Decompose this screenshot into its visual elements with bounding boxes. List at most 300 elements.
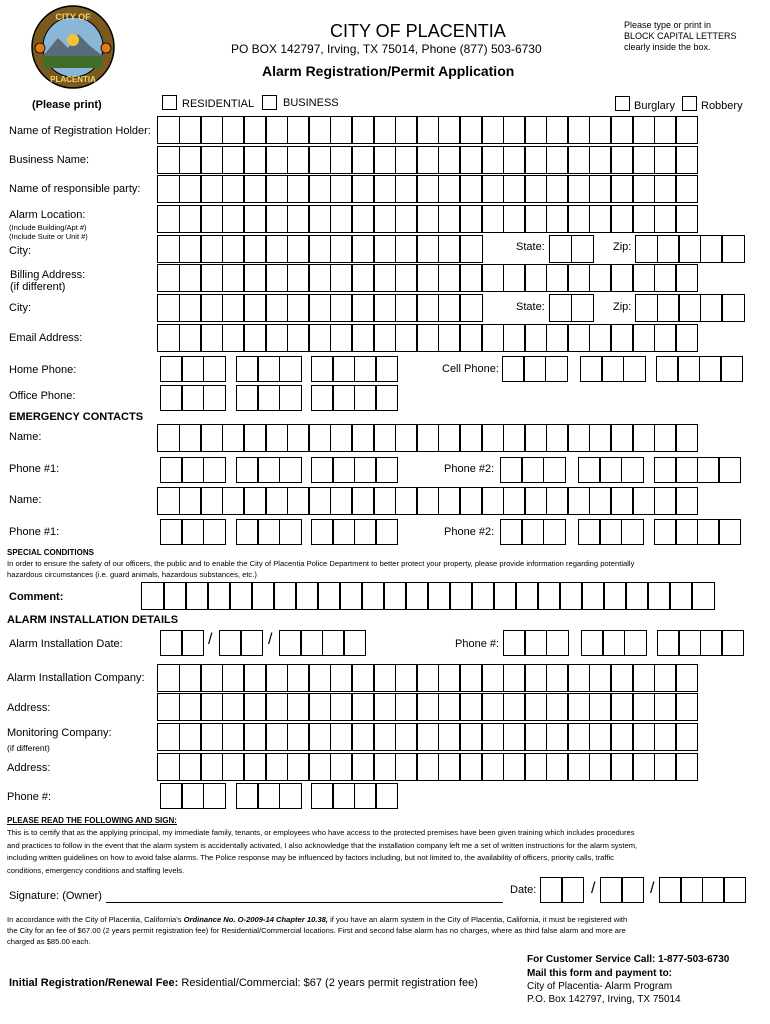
registration-holder-input-cell[interactable] bbox=[546, 116, 569, 144]
emergency-phone2-prefix-input-cell[interactable] bbox=[621, 457, 644, 483]
emergency-name-input-cell[interactable] bbox=[330, 424, 353, 452]
monitoring-company-input-cell[interactable] bbox=[222, 723, 245, 751]
installation-phone-area-input[interactable] bbox=[503, 630, 569, 656]
email-input-cell[interactable] bbox=[330, 324, 353, 352]
billing-address-input-cell[interactable] bbox=[589, 264, 612, 292]
signature-date-day-input-cell[interactable] bbox=[621, 877, 644, 903]
cell-phone-prefix-input-cell[interactable] bbox=[601, 356, 624, 382]
responsible-party-input-cell[interactable] bbox=[222, 175, 245, 203]
monitoring-company-input-cell[interactable] bbox=[654, 723, 677, 751]
monitoring-company-input-cell[interactable] bbox=[610, 723, 633, 751]
installation-address-input-cell[interactable] bbox=[654, 693, 677, 721]
home-phone-line-input-cell[interactable] bbox=[354, 356, 377, 382]
monitoring-phone-area-input-cell[interactable] bbox=[181, 783, 204, 809]
monitoring-address-input-cell[interactable] bbox=[546, 753, 569, 781]
city-input-cell[interactable] bbox=[330, 235, 353, 263]
installation-address-input-cell[interactable] bbox=[222, 693, 245, 721]
installation-company-input-cell[interactable] bbox=[610, 664, 633, 692]
business-name-input-cell[interactable] bbox=[503, 146, 526, 174]
office-phone-line-input-cell[interactable] bbox=[375, 385, 398, 411]
emergency-name-input[interactable] bbox=[157, 424, 698, 452]
email-input-cell[interactable] bbox=[416, 324, 439, 352]
comment-input-cell[interactable] bbox=[383, 582, 407, 610]
billing-zip-input-cell[interactable] bbox=[721, 294, 744, 322]
billing-address-input-cell[interactable] bbox=[157, 264, 180, 292]
responsible-party-input-cell[interactable] bbox=[179, 175, 202, 203]
monitoring-company-input-cell[interactable] bbox=[395, 723, 418, 751]
email-input-cell[interactable] bbox=[287, 324, 310, 352]
emergency-phone1b-line-input-cell[interactable] bbox=[354, 519, 377, 545]
email-input-cell[interactable] bbox=[243, 324, 266, 352]
home-phone-area-input-cell[interactable] bbox=[203, 356, 226, 382]
state-input-cell[interactable] bbox=[571, 235, 594, 263]
alarm-location-input-cell[interactable] bbox=[179, 205, 202, 233]
installation-company-input-cell[interactable] bbox=[179, 664, 202, 692]
monitoring-phone-prefix-input[interactable] bbox=[236, 783, 302, 809]
robbery-checkbox[interactable] bbox=[682, 96, 697, 111]
installation-date-month-input-cell[interactable] bbox=[160, 630, 183, 656]
installation-address-input-cell[interactable] bbox=[308, 693, 331, 721]
billing-state-input-cell[interactable] bbox=[549, 294, 572, 322]
alarm-location-input-cell[interactable] bbox=[330, 205, 353, 233]
emergency-phone2b-area-input-cell[interactable] bbox=[521, 519, 544, 545]
home-phone-prefix-input-cell[interactable] bbox=[279, 356, 302, 382]
installation-company-input-cell[interactable] bbox=[654, 664, 677, 692]
billing-city-input[interactable] bbox=[157, 294, 483, 322]
registration-holder-input[interactable] bbox=[157, 116, 698, 144]
business-name-input-cell[interactable] bbox=[416, 146, 439, 174]
billing-city-input-cell[interactable] bbox=[222, 294, 245, 322]
installation-address-input-cell[interactable] bbox=[157, 693, 180, 721]
city-input-cell[interactable] bbox=[179, 235, 202, 263]
emergency-phone1-line-input[interactable] bbox=[311, 457, 398, 483]
comment-input-cell[interactable] bbox=[691, 582, 715, 610]
billing-city-input-cell[interactable] bbox=[438, 294, 461, 322]
monitoring-address-input-cell[interactable] bbox=[222, 753, 245, 781]
emergency-phone1b-line-input-cell[interactable] bbox=[375, 519, 398, 545]
emergency-name-input-cell[interactable] bbox=[222, 424, 245, 452]
emergency-phone1-prefix-input-cell[interactable] bbox=[236, 457, 259, 483]
billing-state-input-cell[interactable] bbox=[571, 294, 594, 322]
emergency-phone2b-area-input-cell[interactable] bbox=[500, 519, 523, 545]
installation-company-input-cell[interactable] bbox=[632, 664, 655, 692]
emergency-name2-input-cell[interactable] bbox=[330, 487, 353, 515]
billing-address-input-cell[interactable] bbox=[481, 264, 504, 292]
responsible-party-input-cell[interactable] bbox=[308, 175, 331, 203]
installation-company-input-cell[interactable] bbox=[222, 664, 245, 692]
emergency-name-input-cell[interactable] bbox=[589, 424, 612, 452]
monitoring-address-input-cell[interactable] bbox=[243, 753, 266, 781]
alarm-location-input-cell[interactable] bbox=[416, 205, 439, 233]
responsible-party-input[interactable] bbox=[157, 175, 698, 203]
responsible-party-input-cell[interactable] bbox=[459, 175, 482, 203]
billing-address-input-cell[interactable] bbox=[438, 264, 461, 292]
office-phone-area-input-cell[interactable] bbox=[203, 385, 226, 411]
monitoring-address-input-cell[interactable] bbox=[567, 753, 590, 781]
alarm-location-input-cell[interactable] bbox=[459, 205, 482, 233]
monitoring-company-input-cell[interactable] bbox=[632, 723, 655, 751]
business-name-input-cell[interactable] bbox=[610, 146, 633, 174]
monitoring-company-input[interactable] bbox=[157, 723, 698, 751]
installation-company-input-cell[interactable] bbox=[459, 664, 482, 692]
comment-input-cell[interactable] bbox=[537, 582, 561, 610]
installation-company-input-cell[interactable] bbox=[351, 664, 374, 692]
monitoring-address-input-cell[interactable] bbox=[265, 753, 288, 781]
business-name-input-cell[interactable] bbox=[567, 146, 590, 174]
zip-input-cell[interactable] bbox=[678, 235, 701, 263]
monitoring-address-input-cell[interactable] bbox=[675, 753, 698, 781]
business-checkbox[interactable] bbox=[262, 95, 277, 110]
billing-address-input-cell[interactable] bbox=[546, 264, 569, 292]
office-phone-line-input-cell[interactable] bbox=[311, 385, 334, 411]
emergency-name-input-cell[interactable] bbox=[654, 424, 677, 452]
alarm-location-input-cell[interactable] bbox=[351, 205, 374, 233]
installation-address-input-cell[interactable] bbox=[481, 693, 504, 721]
billing-zip-input-cell[interactable] bbox=[700, 294, 723, 322]
billing-address-input-cell[interactable] bbox=[373, 264, 396, 292]
monitoring-company-input-cell[interactable] bbox=[373, 723, 396, 751]
registration-holder-input-cell[interactable] bbox=[287, 116, 310, 144]
billing-address-input-cell[interactable] bbox=[416, 264, 439, 292]
emergency-name2-input-cell[interactable] bbox=[459, 487, 482, 515]
monitoring-address-input-cell[interactable] bbox=[481, 753, 504, 781]
emergency-phone2-line-input-cell[interactable] bbox=[654, 457, 677, 483]
zip-input[interactable] bbox=[635, 235, 745, 263]
responsible-party-input-cell[interactable] bbox=[610, 175, 633, 203]
signature-date-month-input-cell[interactable] bbox=[540, 877, 563, 903]
installation-date-year-input-cell[interactable] bbox=[322, 630, 345, 656]
alarm-location-input-cell[interactable] bbox=[243, 205, 266, 233]
monitoring-address-input-cell[interactable] bbox=[287, 753, 310, 781]
emergency-phone2b-area-input-cell[interactable] bbox=[543, 519, 566, 545]
monitoring-company-input-cell[interactable] bbox=[589, 723, 612, 751]
emergency-phone1-area-input-cell[interactable] bbox=[203, 457, 226, 483]
business-name-input-cell[interactable] bbox=[373, 146, 396, 174]
installation-company-input-cell[interactable] bbox=[416, 664, 439, 692]
monitoring-company-input-cell[interactable] bbox=[481, 723, 504, 751]
residential-checkbox[interactable] bbox=[162, 95, 177, 110]
city-input-cell[interactable] bbox=[416, 235, 439, 263]
emergency-phone2b-line-input-cell[interactable] bbox=[697, 519, 720, 545]
emergency-phone1b-area-input-cell[interactable] bbox=[203, 519, 226, 545]
city-input-cell[interactable] bbox=[308, 235, 331, 263]
emergency-phone2-line-input-cell[interactable] bbox=[697, 457, 720, 483]
emergency-phone2-area-input-cell[interactable] bbox=[543, 457, 566, 483]
business-name-input-cell[interactable] bbox=[481, 146, 504, 174]
city-input-cell[interactable] bbox=[459, 235, 482, 263]
billing-zip-input-cell[interactable] bbox=[678, 294, 701, 322]
responsible-party-input-cell[interactable] bbox=[654, 175, 677, 203]
email-input-cell[interactable] bbox=[632, 324, 655, 352]
city-input-cell[interactable] bbox=[351, 235, 374, 263]
monitoring-company-input-cell[interactable] bbox=[567, 723, 590, 751]
emergency-name-input-cell[interactable] bbox=[265, 424, 288, 452]
emergency-name-input-cell[interactable] bbox=[459, 424, 482, 452]
billing-city-input-cell[interactable] bbox=[416, 294, 439, 322]
emergency-phone1-prefix-input[interactable] bbox=[236, 457, 302, 483]
responsible-party-input-cell[interactable] bbox=[589, 175, 612, 203]
installation-phone-line-input-cell[interactable] bbox=[721, 630, 744, 656]
state-input[interactable] bbox=[549, 235, 594, 263]
emergency-name2-input-cell[interactable] bbox=[243, 487, 266, 515]
signature-date-year-input-cell[interactable] bbox=[702, 877, 725, 903]
email-input-cell[interactable] bbox=[373, 324, 396, 352]
emergency-name-input-cell[interactable] bbox=[546, 424, 569, 452]
cell-phone-line-input-cell[interactable] bbox=[720, 356, 743, 382]
alarm-location-input-cell[interactable] bbox=[157, 205, 180, 233]
installation-date-day-input-cell[interactable] bbox=[219, 630, 242, 656]
registration-holder-input-cell[interactable] bbox=[265, 116, 288, 144]
monitoring-company-input-cell[interactable] bbox=[503, 723, 526, 751]
billing-city-input-cell[interactable] bbox=[157, 294, 180, 322]
comment-input-cell[interactable] bbox=[625, 582, 649, 610]
cell-phone-line-input-cell[interactable] bbox=[699, 356, 722, 382]
billing-address-input-cell[interactable] bbox=[567, 264, 590, 292]
installation-date-year-input-cell[interactable] bbox=[343, 630, 366, 656]
registration-holder-input-cell[interactable] bbox=[351, 116, 374, 144]
monitoring-phone-area-input-cell[interactable] bbox=[160, 783, 183, 809]
emergency-phone1-area-input[interactable] bbox=[160, 457, 226, 483]
installation-address-input-cell[interactable] bbox=[287, 693, 310, 721]
emergency-name-input-cell[interactable] bbox=[179, 424, 202, 452]
alarm-location-input-cell[interactable] bbox=[567, 205, 590, 233]
alarm-location-input[interactable] bbox=[157, 205, 698, 233]
installation-date-year-input-cell[interactable] bbox=[279, 630, 302, 656]
installation-phone-prefix-input-cell[interactable] bbox=[602, 630, 625, 656]
emergency-phone2-line-input-cell[interactable] bbox=[718, 457, 741, 483]
emergency-name-input-cell[interactable] bbox=[567, 424, 590, 452]
registration-holder-input-cell[interactable] bbox=[179, 116, 202, 144]
city-input-cell[interactable] bbox=[243, 235, 266, 263]
comment-input-cell[interactable] bbox=[251, 582, 275, 610]
monitoring-address-input[interactable] bbox=[157, 753, 698, 781]
installation-date-day-input[interactable] bbox=[219, 630, 263, 656]
home-phone-line-input[interactable] bbox=[311, 356, 398, 382]
billing-address-input-cell[interactable] bbox=[610, 264, 633, 292]
monitoring-company-input-cell[interactable] bbox=[351, 723, 374, 751]
emergency-name-input-cell[interactable] bbox=[157, 424, 180, 452]
office-phone-line-input-cell[interactable] bbox=[332, 385, 355, 411]
monitoring-phone-line-input-cell[interactable] bbox=[354, 783, 377, 809]
emergency-name-input-cell[interactable] bbox=[610, 424, 633, 452]
alarm-location-input-cell[interactable] bbox=[589, 205, 612, 233]
signature-date-month-input-cell[interactable] bbox=[561, 877, 584, 903]
business-name-input-cell[interactable] bbox=[395, 146, 418, 174]
installation-address-input-cell[interactable] bbox=[351, 693, 374, 721]
installation-company-input-cell[interactable] bbox=[157, 664, 180, 692]
monitoring-phone-prefix-input-cell[interactable] bbox=[279, 783, 302, 809]
installation-company-input-cell[interactable] bbox=[589, 664, 612, 692]
installation-date-year-input-cell[interactable] bbox=[300, 630, 323, 656]
installation-company-input-cell[interactable] bbox=[265, 664, 288, 692]
alarm-location-input-cell[interactable] bbox=[222, 205, 245, 233]
home-phone-area-input[interactable] bbox=[160, 356, 226, 382]
responsible-party-input-cell[interactable] bbox=[481, 175, 504, 203]
comment-input-cell[interactable] bbox=[141, 582, 165, 610]
business-name-input-cell[interactable] bbox=[654, 146, 677, 174]
monitoring-phone-area-input-cell[interactable] bbox=[203, 783, 226, 809]
monitoring-company-input-cell[interactable] bbox=[524, 723, 547, 751]
installation-company-input-cell[interactable] bbox=[373, 664, 396, 692]
comment-input-cell[interactable] bbox=[207, 582, 231, 610]
installation-address-input-cell[interactable] bbox=[373, 693, 396, 721]
installation-phone-prefix-input-cell[interactable] bbox=[581, 630, 604, 656]
home-phone-line-input-cell[interactable] bbox=[375, 356, 398, 382]
emergency-name2-input-cell[interactable] bbox=[373, 487, 396, 515]
installation-date-day-input-cell[interactable] bbox=[240, 630, 263, 656]
emergency-name2-input-cell[interactable] bbox=[287, 487, 310, 515]
installation-address-input-cell[interactable] bbox=[546, 693, 569, 721]
email-input-cell[interactable] bbox=[438, 324, 461, 352]
comment-input-cell[interactable] bbox=[427, 582, 451, 610]
billing-address-input-cell[interactable] bbox=[222, 264, 245, 292]
responsible-party-input-cell[interactable] bbox=[243, 175, 266, 203]
emergency-phone2-area-input[interactable] bbox=[500, 457, 566, 483]
business-name-input-cell[interactable] bbox=[524, 146, 547, 174]
billing-address-input-cell[interactable] bbox=[524, 264, 547, 292]
emergency-phone2b-prefix-input-cell[interactable] bbox=[599, 519, 622, 545]
responsible-party-input-cell[interactable] bbox=[351, 175, 374, 203]
alarm-location-input-cell[interactable] bbox=[675, 205, 698, 233]
monitoring-phone-line-input-cell[interactable] bbox=[375, 783, 398, 809]
registration-holder-input-cell[interactable] bbox=[157, 116, 180, 144]
emergency-phone1b-prefix-input[interactable] bbox=[236, 519, 302, 545]
billing-address-input-cell[interactable] bbox=[308, 264, 331, 292]
installation-date-month-input[interactable] bbox=[160, 630, 204, 656]
emergency-name-input-cell[interactable] bbox=[675, 424, 698, 452]
emergency-name2-input-cell[interactable] bbox=[395, 487, 418, 515]
signature-date-month-input[interactable] bbox=[540, 877, 584, 903]
emergency-name2-input-cell[interactable] bbox=[654, 487, 677, 515]
comment-input-cell[interactable] bbox=[229, 582, 253, 610]
responsible-party-input-cell[interactable] bbox=[200, 175, 223, 203]
comment-input-cell[interactable] bbox=[163, 582, 187, 610]
registration-holder-input-cell[interactable] bbox=[330, 116, 353, 144]
monitoring-phone-line-input[interactable] bbox=[311, 783, 398, 809]
emergency-name2-input-cell[interactable] bbox=[503, 487, 526, 515]
emergency-name-input-cell[interactable] bbox=[481, 424, 504, 452]
emergency-phone2-area-input-cell[interactable] bbox=[500, 457, 523, 483]
billing-address-input-cell[interactable] bbox=[351, 264, 374, 292]
signature-date-year-input-cell[interactable] bbox=[659, 877, 682, 903]
billing-city-input-cell[interactable] bbox=[243, 294, 266, 322]
alarm-location-input-cell[interactable] bbox=[632, 205, 655, 233]
monitoring-company-input-cell[interactable] bbox=[330, 723, 353, 751]
signature-date-day-input[interactable] bbox=[600, 877, 644, 903]
installation-company-input-cell[interactable] bbox=[243, 664, 266, 692]
email-input-cell[interactable] bbox=[200, 324, 223, 352]
billing-city-input-cell[interactable] bbox=[330, 294, 353, 322]
comment-input-cell[interactable] bbox=[185, 582, 209, 610]
billing-address-input-cell[interactable] bbox=[265, 264, 288, 292]
comment-input-cell[interactable] bbox=[361, 582, 385, 610]
responsible-party-input-cell[interactable] bbox=[546, 175, 569, 203]
responsible-party-input-cell[interactable] bbox=[438, 175, 461, 203]
installation-date-month-input-cell[interactable] bbox=[181, 630, 204, 656]
installation-address-input-cell[interactable] bbox=[265, 693, 288, 721]
billing-address-input-cell[interactable] bbox=[654, 264, 677, 292]
registration-holder-input-cell[interactable] bbox=[373, 116, 396, 144]
installation-phone-line-input-cell[interactable] bbox=[678, 630, 701, 656]
responsible-party-input-cell[interactable] bbox=[373, 175, 396, 203]
emergency-name-input-cell[interactable] bbox=[373, 424, 396, 452]
emergency-name2-input-cell[interactable] bbox=[546, 487, 569, 515]
registration-holder-input-cell[interactable] bbox=[243, 116, 266, 144]
emergency-phone1b-area-input[interactable] bbox=[160, 519, 226, 545]
installation-company-input-cell[interactable] bbox=[524, 664, 547, 692]
email-input-cell[interactable] bbox=[265, 324, 288, 352]
installation-address-input-cell[interactable] bbox=[675, 693, 698, 721]
business-name-input-cell[interactable] bbox=[243, 146, 266, 174]
comment-input[interactable] bbox=[141, 582, 715, 610]
installation-phone-area-input-cell[interactable] bbox=[503, 630, 526, 656]
email-input-cell[interactable] bbox=[459, 324, 482, 352]
cell-phone-area-input-cell[interactable] bbox=[502, 356, 525, 382]
city-input-cell[interactable] bbox=[287, 235, 310, 263]
installation-address-input-cell[interactable] bbox=[524, 693, 547, 721]
office-phone-prefix-input-cell[interactable] bbox=[257, 385, 280, 411]
monitoring-address-input-cell[interactable] bbox=[200, 753, 223, 781]
business-name-input-cell[interactable] bbox=[222, 146, 245, 174]
comment-input-cell[interactable] bbox=[273, 582, 297, 610]
alarm-location-input-cell[interactable] bbox=[503, 205, 526, 233]
zip-input-cell[interactable] bbox=[635, 235, 658, 263]
installation-address-input-cell[interactable] bbox=[459, 693, 482, 721]
home-phone-prefix-input[interactable] bbox=[236, 356, 302, 382]
emergency-name-input-cell[interactable] bbox=[287, 424, 310, 452]
home-phone-area-input-cell[interactable] bbox=[160, 356, 183, 382]
billing-address-input-cell[interactable] bbox=[179, 264, 202, 292]
responsible-party-input-cell[interactable] bbox=[287, 175, 310, 203]
zip-input-cell[interactable] bbox=[657, 235, 680, 263]
installation-address-input-cell[interactable] bbox=[589, 693, 612, 721]
emergency-name-input-cell[interactable] bbox=[438, 424, 461, 452]
email-input-cell[interactable] bbox=[179, 324, 202, 352]
emergency-phone2b-line-input-cell[interactable] bbox=[654, 519, 677, 545]
comment-input-cell[interactable] bbox=[669, 582, 693, 610]
email-input-cell[interactable] bbox=[308, 324, 331, 352]
office-phone-area-input-cell[interactable] bbox=[160, 385, 183, 411]
responsible-party-input-cell[interactable] bbox=[632, 175, 655, 203]
registration-holder-input-cell[interactable] bbox=[610, 116, 633, 144]
comment-input-cell[interactable] bbox=[603, 582, 627, 610]
emergency-phone2b-area-input[interactable] bbox=[500, 519, 566, 545]
monitoring-company-input-cell[interactable] bbox=[157, 723, 180, 751]
office-phone-prefix-input-cell[interactable] bbox=[236, 385, 259, 411]
emergency-phone2-line-input-cell[interactable] bbox=[675, 457, 698, 483]
emergency-phone1-area-input-cell[interactable] bbox=[181, 457, 204, 483]
responsible-party-input-cell[interactable] bbox=[524, 175, 547, 203]
emergency-name2-input-cell[interactable] bbox=[200, 487, 223, 515]
installation-address-input-cell[interactable] bbox=[416, 693, 439, 721]
business-name-input-cell[interactable] bbox=[589, 146, 612, 174]
emergency-phone1b-prefix-input-cell[interactable] bbox=[279, 519, 302, 545]
comment-input-cell[interactable] bbox=[581, 582, 605, 610]
emergency-name2-input-cell[interactable] bbox=[308, 487, 331, 515]
emergency-name2-input[interactable] bbox=[157, 487, 698, 515]
emergency-phone1b-line-input-cell[interactable] bbox=[311, 519, 334, 545]
business-name-input-cell[interactable] bbox=[459, 146, 482, 174]
billing-zip-input-cell[interactable] bbox=[657, 294, 680, 322]
billing-city-input-cell[interactable] bbox=[373, 294, 396, 322]
cell-phone-prefix-input-cell[interactable] bbox=[623, 356, 646, 382]
billing-address-input-cell[interactable] bbox=[675, 264, 698, 292]
business-name-input-cell[interactable] bbox=[330, 146, 353, 174]
installation-company-input-cell[interactable] bbox=[308, 664, 331, 692]
cell-phone-line-input-cell[interactable] bbox=[677, 356, 700, 382]
emergency-phone1-line-input-cell[interactable] bbox=[375, 457, 398, 483]
signature-line[interactable] bbox=[106, 902, 503, 903]
